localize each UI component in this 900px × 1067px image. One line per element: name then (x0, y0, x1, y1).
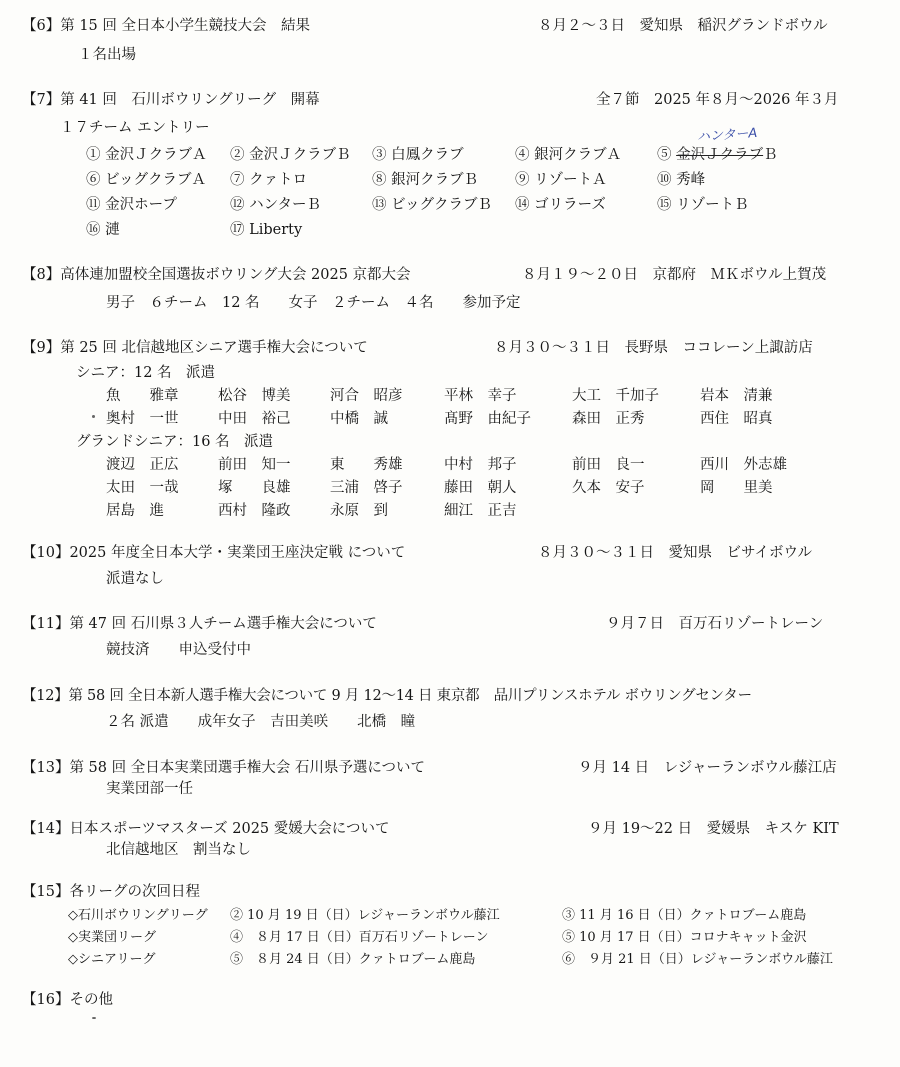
player-name: 中田 裕己 (218, 411, 291, 427)
section-14-heading: 【14】日本スポーツマスターズ 2025 愛媛大会について (22, 821, 390, 837)
player-name: 魚 雅章 (106, 388, 179, 404)
team-entry: ⑩ 秀峰 (657, 172, 706, 188)
team-entry: ⑥ ビッグクラブＡ (86, 172, 207, 188)
section-12-detail: ２名 派遣 成年女子 吉田美咲 北橋 瞳 (106, 714, 416, 730)
player-name: 西住 昭真 (700, 411, 773, 427)
section-6-date-venue: ８月２～３日 愛知県 稲沢グランドボウル (538, 18, 828, 34)
team-entry: ⑧ 銀河クラブＢ (372, 172, 479, 188)
league-name: ◇実業団リーグ (68, 930, 156, 945)
stray-mark (92, 415, 95, 418)
section-8-heading: 【8】高体連加盟校全国選抜ボウリング大会 2025 京都大会 (22, 267, 411, 283)
team-entry: ⑦ クァトロ (230, 172, 308, 188)
section-13-detail: 実業団部一任 (106, 781, 193, 797)
section-6-heading: 【6】第 15 回 全日本小学生競技大会 結果 (22, 18, 311, 34)
team-5-number: ⑤ (657, 147, 672, 163)
team-entry: ⑫ ハンターＢ (230, 197, 322, 213)
player-name: 前田 良一 (572, 457, 645, 473)
section-8-date-venue: ８月１９～２０日 京都府 ＭＫボウル上賀茂 (522, 267, 827, 283)
player-name: 塚 良雄 (218, 480, 291, 496)
senior-label: シニア：12 名 派遣 (76, 365, 216, 381)
section-13-heading: 【13】第 58 回 全日本実業団選手権大会 石川県予選について (22, 760, 426, 776)
grand-senior-label: グランドシニア：16 名 派遣 (76, 434, 274, 450)
player-name: 岡 里美 (700, 480, 773, 496)
league-following-date: ③ 11 月 16 日（日）クァトロブーム鹿島 (562, 908, 807, 923)
player-name: 平林 幸子 (444, 388, 517, 404)
section-11-date-venue: ９月７日 百万石リゾートレーン (606, 616, 824, 632)
section-7-period: 全７節 2025 年８月～2026 年３月 (596, 92, 839, 108)
section-16-heading: 【16】その他 (22, 992, 113, 1008)
team-entry: ⑨ リゾートＡ (515, 172, 607, 188)
league-next-date: ⑤ ８月 24 日（日）クァトロブーム鹿島 (230, 952, 476, 967)
team-entry: ② 金沢ＪクラブＢ (230, 147, 351, 163)
section-6-detail: １名出場 (78, 47, 136, 63)
team-entry: ⑰ Liberty (230, 222, 303, 238)
section-11-heading: 【11】第 47 回 石川県３人チーム選手権大会について (22, 616, 377, 632)
stray-mark (92, 1017, 96, 1019)
player-name: 大工 千加子 (572, 388, 659, 404)
league-next-date: ② 10 月 19 日（日）レジャーランボウル藤江 (230, 908, 500, 923)
section-11-detail: 競技済 申込受付中 (106, 642, 251, 658)
league-following-date: ⑤ 10 月 17 日（日）コロナキャット金沢 (562, 930, 807, 945)
section-9-date-venue: ８月３０～３１日 長野県 ココレーン上諏訪店 (494, 340, 813, 356)
section-10-date-venue: ８月３０～３１日 愛知県 ビサイボウル (538, 545, 813, 561)
team-entry-5 (657, 145, 778, 165)
team-entry: ④ 銀河クラブＡ (515, 147, 622, 163)
player-name: 中村 邦子 (444, 457, 517, 473)
section-13-date-venue: ９月 14 日 レジャーランボウル藤江店 (578, 760, 837, 776)
player-name: 東 秀雄 (330, 457, 403, 473)
player-name: 三浦 啓子 (330, 480, 403, 496)
player-name: 渡辺 正広 (106, 457, 179, 473)
team-5-suffix: Ｂ (763, 147, 778, 163)
section-8-detail: 男子 ６チーム 12 名 女子 ２チーム ４名 参加予定 (106, 295, 521, 311)
team-entry: ⑮ リゾートＢ (657, 197, 749, 213)
player-name: 前田 知一 (218, 457, 291, 473)
player-name: 藤田 朝人 (444, 480, 517, 496)
section-10-detail: 派遣なし (106, 571, 164, 587)
player-name: 太田 一哉 (106, 480, 179, 496)
player-name: 西川 外志雄 (700, 457, 787, 473)
section-15-heading: 【15】各リーグの次回日程 (22, 884, 200, 900)
player-name: 森田 正秀 (572, 411, 645, 427)
section-9-heading: 【9】第 25 回 北信越地区シニア選手権大会について (22, 340, 368, 356)
league-following-date: ⑥ ９月 21 日（日）レジャーランボウル藤江 (562, 952, 833, 967)
league-name: ◇石川ボウリングリーグ (68, 908, 208, 923)
section-14-detail: 北信越地区 割当なし (106, 842, 251, 858)
section-7-detail: １７チーム エントリー (60, 120, 210, 136)
team-entry: ① 金沢ＪクラブＡ (86, 147, 207, 163)
handwritten-correction: ハンターA (696, 125, 758, 146)
player-name: 細江 正吉 (444, 503, 517, 519)
team-entry: ⑪ 金沢ホープ (86, 197, 177, 213)
team-entry: ⑭ ゴリラーズ (515, 197, 606, 213)
section-7-heading: 【7】第 41 回 石川ボウリングリーグ 開幕 (22, 92, 320, 108)
player-name: 西村 隆政 (218, 503, 291, 519)
player-name: 松谷 博美 (218, 388, 291, 404)
player-name: 髙野 由紀子 (444, 411, 531, 427)
team-5-struck-name: 金沢Ｊクラブ (676, 147, 764, 163)
player-name: 居島 進 (106, 503, 164, 519)
section-10-heading: 【10】2025 年度全日本大学・実業団王座決定戦 について (22, 545, 406, 561)
section-12-heading: 【12】第 58 回 全日本新人選手権大会について 9 月 12～14 日 東京都 品川プリンスホテル ボウリングセンター (22, 688, 752, 704)
player-name: 奥村 一世 (106, 411, 179, 427)
section-14-date-venue: ９月 19～22 日 愛媛県 キスケ KIT (588, 821, 839, 837)
team-entry: ③ 白鳳クラブ (372, 147, 464, 163)
player-name: 中橋 誠 (330, 411, 388, 427)
team-entry: ⑯ 漣 (86, 222, 120, 238)
player-name: 久本 安子 (572, 480, 645, 496)
league-name: ◇シニアリーグ (68, 952, 156, 967)
player-name: 岩本 清兼 (700, 388, 773, 404)
player-name: 永原 到 (330, 503, 388, 519)
team-entry: ⑬ ビッグクラブＢ (372, 197, 493, 213)
league-next-date: ④ ８月 17 日（日）百万石リゾートレーン (230, 930, 489, 945)
player-name: 河合 昭彦 (330, 388, 403, 404)
